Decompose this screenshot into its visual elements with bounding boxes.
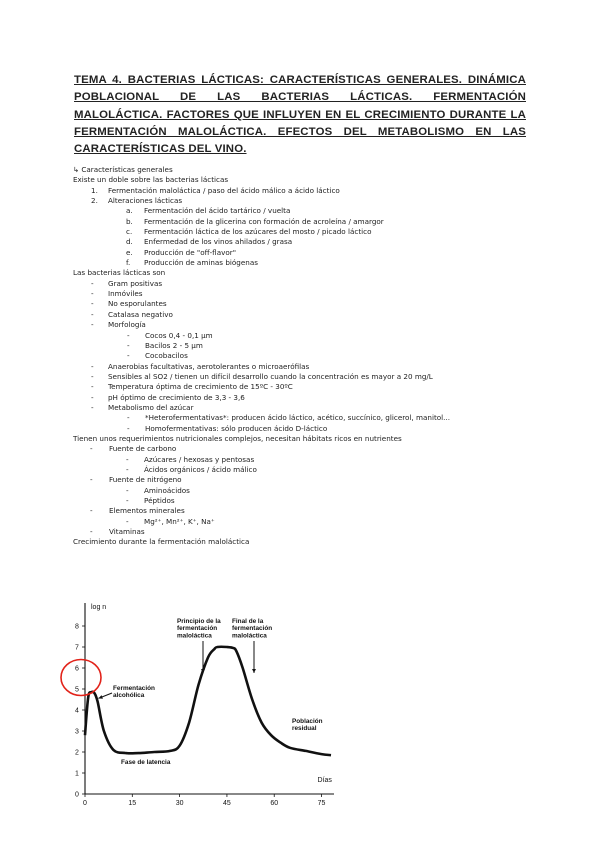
list-item: - Ácidos orgánicos / ácido málico bbox=[126, 464, 257, 474]
y-tick-label: 3 bbox=[75, 728, 79, 736]
annotation-final: Final de la fermentación maloláctica bbox=[232, 618, 273, 640]
y-axis-label: log n bbox=[91, 604, 107, 611]
growth-caption: Crecimiento durante la fermentación maloláctica bbox=[73, 537, 250, 547]
list-item: e. Producción de "off-flavor" bbox=[126, 247, 237, 257]
list-item: - Temperatura óptima de crecimiento de 15ºC - 30ºC bbox=[91, 382, 293, 392]
list-item: - pH óptimo de crecimiento de 3,3 - 3,6 bbox=[91, 392, 245, 402]
intro-text: Existe un doble sobre las bacterias lácticas bbox=[73, 175, 229, 185]
list-item: - Bacilos 2 - 5 µm bbox=[127, 340, 203, 350]
list-item: - Vitaminas bbox=[90, 527, 145, 537]
section-heading: Características generales bbox=[81, 165, 173, 174]
y-tick-label: 2 bbox=[75, 749, 79, 757]
list-item: - Fuente de carbono bbox=[90, 444, 177, 454]
list-item: - Anaerobias facultativas, aerotolerantes o microaerófilas bbox=[91, 361, 310, 371]
bacteria-intro: Las bacterias lácticas son bbox=[73, 268, 166, 278]
page-title: TEMA 4. BACTERIAS LÁCTICAS: CARACTERÍSTICAS GENERALES. DINÁMICA POBLACIONAL DE LAS BACTERIAS LÁCTICAS. FERMENTACIÓN MALOLÁCTICA. FACTORES QUE INFLUYEN EN EL CRECIMIENTO DURANTE LA FERMENTACIÓN MALOLÁCTICA. EFECTOS DEL METABOLISMO EN LAS CARACTERÍSTICAS DEL VINO. bbox=[74, 74, 526, 156]
list-item: - Cocobacilos bbox=[127, 351, 188, 361]
highlight-circle bbox=[61, 660, 101, 696]
list-item: - Inmóviles bbox=[91, 289, 143, 299]
y-tick-label: 1 bbox=[75, 770, 79, 778]
section-heading-row bbox=[73, 165, 543, 175]
list-item: - Aminoácidos bbox=[126, 485, 190, 495]
y-tick-label: 4 bbox=[75, 707, 79, 715]
y-tick-label: 6 bbox=[75, 665, 79, 673]
list-item: - Gram positivas bbox=[91, 278, 163, 288]
y-tick-label: 5 bbox=[75, 686, 79, 694]
x-tick-label: 60 bbox=[270, 800, 279, 807]
x-axis-label: Días bbox=[317, 777, 332, 784]
corner-arrow-icon: ↳ bbox=[73, 165, 80, 174]
list-item: - *Heterofermentativas*: producen ácido láctico, acético, succínico, glicerol, manitol... bbox=[127, 413, 451, 423]
y-tick-label: 7 bbox=[75, 644, 79, 652]
y-tick-label: 8 bbox=[75, 623, 79, 631]
x-tick-label: 45 bbox=[223, 800, 231, 807]
x-tick-label: 30 bbox=[175, 800, 184, 807]
list-item: a. Fermentación del ácido tartárico / vuelta bbox=[126, 206, 291, 216]
annotation-fermentacion-alcoholica: Fermentación alcohólica bbox=[113, 685, 155, 700]
x-tick-label: 15 bbox=[128, 800, 137, 807]
nutrition-intro: Tienen unos requerimientos nutricionales complejos, necesitan hábitats ricos en nutrientes bbox=[73, 433, 402, 443]
document-body bbox=[73, 165, 543, 548]
x-tick-label: 0 bbox=[83, 800, 87, 807]
list-item: - Azúcares / hexosas y pentosas bbox=[126, 454, 255, 464]
list-item: 2. Alteraciones lácticas bbox=[91, 196, 183, 206]
list-item: - Elementos minerales bbox=[90, 506, 185, 516]
list-item: - Homofermentativas: sólo producen ácido D-láctico bbox=[127, 423, 328, 433]
list-item: d. Enfermedad de los vinos ahilados / grasa bbox=[126, 237, 293, 247]
list-item: c. Fermentación láctica de los azúcares del mosto / picado láctico bbox=[126, 227, 372, 237]
list-item: b. Fermentación de la glicerina con formación de acroleína / amargor bbox=[126, 216, 384, 226]
list-item: - Catalasa negativo bbox=[91, 309, 173, 319]
list-item: - No esporulantes bbox=[91, 299, 167, 309]
list-item: - Cocos 0,4 - 0,1 µm bbox=[127, 330, 213, 340]
list-item: - Sensibles al SO2 / tienen un difícil desarrollo cuando la concentración es mayor a 20 mg/L bbox=[91, 371, 433, 381]
list-item: - Fuente de nitrógeno bbox=[90, 475, 182, 485]
list-item: - Morfología bbox=[91, 320, 146, 330]
y-tick-label: 0 bbox=[75, 791, 79, 799]
list-item: - Mg²⁺, Mn²⁺, K⁺, Na⁺ bbox=[126, 516, 215, 526]
annotation-poblacion-residual: Población residual bbox=[292, 718, 323, 733]
series-line bbox=[85, 647, 331, 755]
list-item: 1. Fermentación maloláctica / paso del ácido málico a ácido láctico bbox=[91, 185, 340, 195]
list-item: - Péptidos bbox=[126, 496, 175, 505]
x-tick-label: 75 bbox=[317, 800, 326, 807]
growth-chart bbox=[58, 597, 348, 807]
annotation-principio: Principio de la fermentación maloláctica bbox=[177, 618, 221, 640]
list-item: f. Producción de aminas biógenas bbox=[126, 258, 258, 268]
arrowhead-icon bbox=[252, 669, 256, 673]
annotation-fase-latencia: Fase de latencia bbox=[121, 759, 171, 766]
list-item: - Metabolismo del azúcar bbox=[91, 402, 194, 412]
